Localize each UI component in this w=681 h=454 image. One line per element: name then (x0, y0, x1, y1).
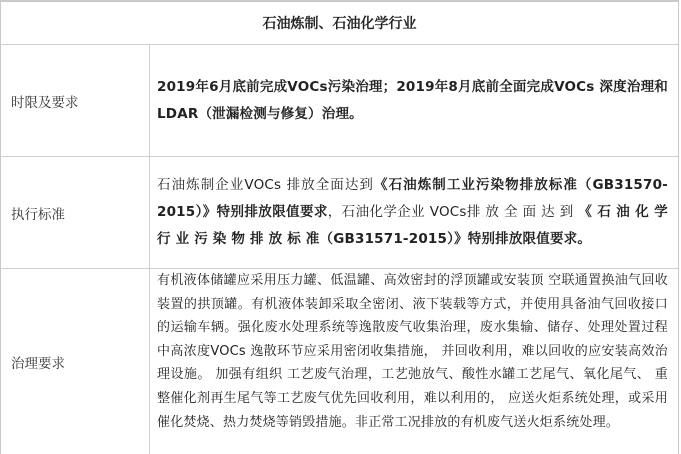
row-content-governance (151, 269, 678, 454)
standard-part-4: 《 石 油 化 学 行 业 污 染 物 排 放 标 准（GB31571-2015）》特别排放限值要求。 (157, 204, 668, 247)
table-header-row (1, 0, 678, 44)
row-content-standard (151, 157, 678, 268)
governance-text: 有机液体储罐应采用压力罐、低温罐、高效密封的浮顶罐或安装顶 空联通置换油气回收装置的拱顶罐。有机液体装卸采取全密闭、液下装载等方式，并使用具备油气回收接口的运输车辆。强化废水处理系统等逸散废气收集治理，废水集输、储存、处理处置过程中高浓度VOCs 逸散环节应采用密闭收集措施， 并回收利用，难以回收的应安装高效治理设施。 加强有组织 工艺废气治理，工艺弛放气、酸性水罐工艺尾气、氧化尾气、 重整催化剂再生尾气等工艺废气优先回收利用，难以利用的， 应送火炬系统处理，或采用催化焚烧、热力焚烧等销毁措施。非正常工况排放的有机废气送火炬系统处理。 (157, 273, 668, 430)
table-row (1, 268, 678, 454)
row-label-governance: 治理要求 (1, 269, 150, 454)
deadline-text: 2019年6月底前完成VOCs污染治理；2019年8月底前全面完成VOCs 深度治理和 LDAR（泄漏检测与修复）治理。 (157, 78, 668, 122)
row-content-deadline (151, 45, 678, 156)
table-row (1, 156, 678, 268)
standard-part-3: ，石油化学企业 VOCs排 放 全 面 达 到 (327, 204, 579, 220)
row-label-deadline: 时限及要求 (1, 45, 150, 156)
table-title: 石油炼制、石油化学行业 (262, 16, 417, 32)
table-row (1, 44, 678, 156)
standard-text (157, 172, 668, 253)
standard-part-1: 石油炼制企业VOCs 排放全面达到 (157, 177, 374, 193)
row-label-standard: 执行标准 (1, 157, 150, 268)
standard-part-2: 《石油炼制工业污染物排放标准（GB31570-2015）》特别排放限值要求 (157, 177, 668, 220)
